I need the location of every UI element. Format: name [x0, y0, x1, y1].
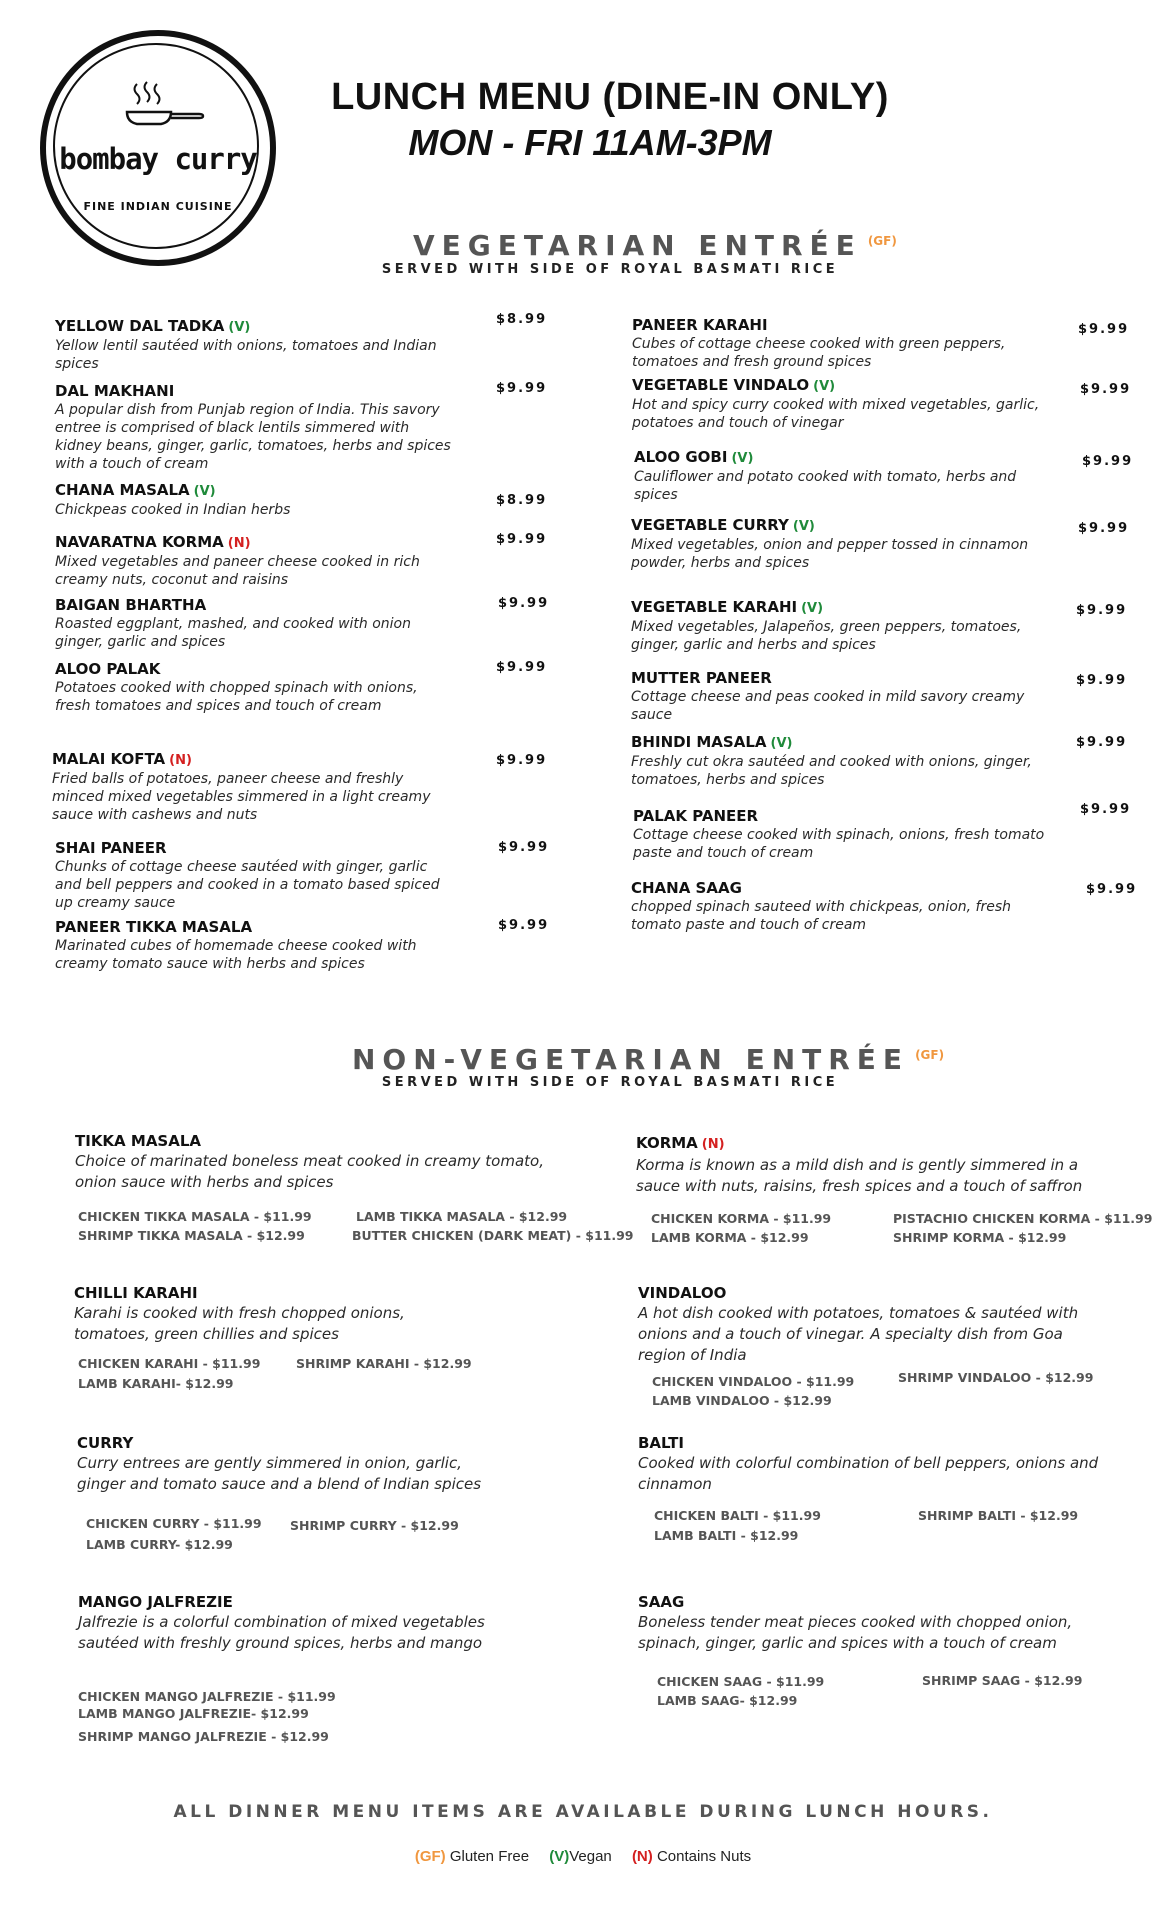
logo-name: bombay curry	[59, 142, 257, 176]
vegan-tag: (V)	[801, 601, 824, 616]
menu-item-name-text: VEGETABLE KARAHI	[631, 598, 798, 616]
entree-item	[638, 1592, 1108, 1654]
entree-item-name-text: VINDALOO	[638, 1284, 727, 1302]
legend-v-label: Vegan	[569, 1848, 612, 1865]
entree-option-price: SHRIMP MANGO JALFREZIE - $12.99	[78, 1729, 329, 1744]
vegan-tag: (V)	[813, 379, 836, 394]
menu-item-name	[55, 918, 455, 937]
menu-item-name	[55, 481, 455, 501]
nuts-tag: (N)	[169, 753, 192, 768]
menu-item-name-text: MALAI KOFTA	[52, 750, 166, 768]
entree-option-price: SHRIMP KARAHI - $12.99	[296, 1356, 472, 1371]
menu-item	[55, 382, 455, 473]
entree-option-price: SHRIMP BALTI - $12.99	[918, 1508, 1079, 1523]
menu-item-name-text: ALOO PALAK	[55, 660, 161, 678]
entree-item-description: Curry entrees are gently simmered in onion, garlic, ginger and tomato sauce and a blend of Indian spices	[77, 1454, 482, 1493]
entree-option-price: SHRIMP KORMA - $12.99	[893, 1230, 1067, 1245]
nuts-tag: (N)	[701, 1137, 725, 1152]
menu-item-price: $9.99	[498, 918, 550, 933]
legend-gluten-free	[415, 1848, 529, 1865]
menu-item-name	[633, 807, 1053, 826]
menu-item-name	[55, 660, 455, 679]
menu-item-price: $9.99	[1080, 382, 1132, 397]
entree-item	[77, 1433, 497, 1495]
menu-hours: MON - FRI 11AM-3PM	[408, 122, 772, 163]
entree-option-price: SHRIMP VINDALOO - $12.99	[898, 1370, 1094, 1385]
menu-item-price: $9.99	[496, 753, 548, 768]
menu-item-description: Cottage cheese cooked with spinach, onions, fresh tomato paste and touch of cream	[633, 827, 1045, 861]
menu-item-price: $9.99	[1078, 322, 1130, 337]
menu-item-name	[55, 382, 455, 401]
menu-item-name-text: CHANA MASALA	[55, 481, 190, 499]
menu-item	[632, 316, 1052, 371]
entree-option-price: CHICKEN TIKKA MASALA - $11.99	[78, 1209, 312, 1224]
menu-item	[633, 807, 1053, 862]
entree-option-price: LAMB MANGO JALFREZIE- $12.99	[78, 1706, 309, 1721]
menu-item	[55, 596, 455, 651]
menu-item	[631, 598, 1061, 654]
legend-n-label: Contains Nuts	[656, 1848, 752, 1865]
menu-item-price: $9.99	[1078, 521, 1130, 536]
menu-item-name-text: DAL MAKHANI	[55, 382, 175, 400]
menu-item-description: A popular dish from Punjab region of India. This savory entree is comprised of black lentils simmered with kidney beans, ginger, garlic, tomatoes, herbs and spices with a touch of cream	[55, 402, 451, 472]
entree-item-name-text: BALTI	[638, 1434, 684, 1452]
entree-option-price: LAMB SAAG- $12.99	[657, 1693, 798, 1708]
menu-item-description: Chickpeas cooked in Indian herbs	[55, 502, 291, 518]
menu-item-name-text: VEGETABLE CURRY	[631, 516, 789, 534]
menu-item-name	[55, 839, 455, 858]
veg-section-title-text: VEGETARIAN ENTRÉE	[413, 229, 862, 262]
nuts-tag: (N)	[227, 536, 251, 551]
menu-item-price: $9.99	[498, 840, 550, 855]
entree-item-name	[78, 1592, 508, 1612]
entree-option-price: CHICKEN MANGO JALFREZIE - $11.99	[78, 1689, 336, 1704]
entree-item-name-text: CHILLI KARAHI	[74, 1284, 198, 1302]
menu-item	[55, 839, 455, 912]
menu-item-name	[55, 533, 455, 553]
menu-item-name	[631, 516, 1051, 536]
menu-item-name-text: BHINDI MASALA	[631, 733, 767, 751]
menu-item	[55, 317, 455, 373]
entree-option-price: PISTACHIO CHICKEN KORMA - $11.99	[893, 1211, 1153, 1226]
menu-item-description: Mixed vegetables, onion and pepper tossed in cinnamon powder, herbs and spices	[631, 537, 1029, 571]
menu-item	[55, 918, 455, 973]
entree-item	[74, 1283, 474, 1345]
entree-item-name	[77, 1433, 497, 1453]
entree-option-price: LAMB VINDALOO - $12.99	[652, 1393, 832, 1408]
menu-item-price: $9.99	[496, 660, 548, 675]
entree-item-name-text: TIKKA MASALA	[75, 1132, 202, 1150]
nonveg-section-subtitle: SERVED WITH SIDE OF ROYAL BASMATI RICE	[381, 1075, 839, 1090]
entree-option-price: LAMB CURRY- $12.99	[86, 1537, 233, 1552]
menu-item	[55, 660, 455, 715]
vegan-tag: (V)	[193, 484, 216, 499]
entree-item-description: Boneless tender meat pieces cooked with chopped onion, spinach, ginger, garlic and spices with a touch of cream	[638, 1613, 1073, 1652]
entree-option-price: LAMB KARAHI- $12.99	[78, 1376, 234, 1391]
entree-option-price: LAMB BALTI - $12.99	[654, 1528, 799, 1543]
entree-option-price: CHICKEN VINDALOO - $11.99	[652, 1374, 855, 1389]
menu-item-price: $9.99	[496, 532, 548, 547]
menu-item-name-text: ALOO GOBI	[634, 448, 728, 466]
menu-item-name-text: BAIGAN BHARTHA	[55, 596, 207, 614]
nonveg-section-title	[352, 1043, 944, 1076]
entree-item-name	[74, 1283, 474, 1303]
menu-item-description: Yellow lentil sautéed with onions, tomatoes and Indian spices	[55, 338, 437, 372]
menu-item-name-text: SHAI PANEER	[55, 839, 167, 857]
menu-item-price: $9.99	[1080, 802, 1132, 817]
menu-item-name	[55, 317, 455, 337]
legend-v-code: (V)	[549, 1848, 570, 1865]
curry-pan-icon	[125, 80, 205, 140]
entree-item-description: Jalfrezie is a colorful combination of mixed vegetables sautéed with freshly ground spices, herbs and mango	[78, 1613, 485, 1652]
legend-contains-nuts	[632, 1848, 751, 1865]
vegan-tag: (V)	[770, 736, 793, 751]
entree-item-name	[638, 1283, 1108, 1303]
menu-item-name-text: PALAK PANEER	[633, 807, 759, 825]
menu-item-description: Potatoes cooked with chopped spinach with onions, fresh tomatoes and spices and touch of cream	[55, 680, 418, 714]
entree-item-description: Karahi is cooked with fresh chopped onions, tomatoes, green chillies and spices	[74, 1304, 405, 1343]
entree-option-price: CHICKEN KARAHI - $11.99	[78, 1356, 261, 1371]
veg-section-subtitle: SERVED WITH SIDE OF ROYAL BASMATI RICE	[381, 262, 839, 277]
entree-option-price: SHRIMP SAAG - $12.99	[922, 1673, 1083, 1688]
menu-item-description: Hot and spicy curry cooked with mixed vegetables, garlic, potatoes and touch of vinegar	[632, 397, 1040, 431]
veg-gf-tag: (GF)	[867, 233, 897, 248]
logo-tagline: FINE INDIAN CUISINE	[83, 200, 233, 213]
menu-item	[631, 669, 1051, 724]
legend-vegan	[549, 1848, 612, 1865]
menu-item-name	[631, 598, 1061, 618]
legend	[0, 1848, 1166, 1865]
menu-item-name	[631, 879, 1061, 898]
entree-option-price: LAMB TIKKA MASALA - $12.99	[356, 1209, 568, 1224]
menu-item-name	[631, 733, 1051, 753]
menu-item-name	[631, 669, 1051, 688]
menu-item-name-text: PANEER KARAHI	[632, 316, 768, 334]
menu-item-price: $9.99	[1076, 735, 1128, 750]
menu-item-description: Chunks of cottage cheese sautéed with ginger, garlic and bell peppers and cooked in a tomato based spiced up creamy sauce	[55, 859, 440, 911]
menu-item-name	[632, 376, 1052, 396]
menu-item-price: $9.99	[496, 381, 548, 396]
menu-item-name	[52, 750, 452, 770]
menu-item-price: $9.99	[498, 596, 550, 611]
menu-item-name	[55, 596, 455, 615]
menu-item-description: Marinated cubes of homemade cheese cooked with creamy tomato sauce with herbs and spices	[55, 938, 417, 972]
entree-item	[78, 1592, 508, 1654]
entree-option-price: LAMB KORMA - $12.99	[651, 1230, 809, 1245]
menu-item-name-text: YELLOW DAL TADKA	[55, 317, 225, 335]
entree-option-price: SHRIMP CURRY - $12.99	[290, 1518, 459, 1533]
entree-option-price: CHICKEN CURRY - $11.99	[86, 1516, 262, 1531]
menu-item-price: $9.99	[1086, 882, 1138, 897]
menu-item-description: Roasted eggplant, mashed, and cooked with onion ginger, garlic and spices	[55, 616, 411, 650]
entree-item-description: Cooked with colorful combination of bell peppers, onions and cinnamon	[638, 1454, 1099, 1493]
menu-title: LUNCH MENU (DINE-IN ONLY)	[331, 76, 889, 118]
menu-item	[55, 481, 455, 519]
menu-item-name-text: NAVARATNA KORMA	[55, 533, 224, 551]
menu-item	[634, 448, 1044, 504]
entree-item-name	[636, 1133, 1116, 1155]
menu-item	[631, 733, 1051, 789]
menu-item	[632, 376, 1052, 432]
entree-item-description: Korma is known as a mild dish and is gently simmered in a sauce with nuts, raisins, fresh spices and a touch of saffron	[636, 1156, 1083, 1195]
entree-item-name-text: CURRY	[77, 1434, 134, 1452]
menu-item-price: $8.99	[496, 493, 548, 508]
entree-item	[636, 1133, 1116, 1197]
entree-item-name	[75, 1131, 555, 1151]
nonveg-gf-tag: (GF)	[915, 1047, 945, 1062]
menu-item-description: Fried balls of potatoes, paneer cheese and freshly minced mixed vegetables simmered in a light creamy sauce with cashews and nuts	[52, 771, 431, 823]
menu-item	[631, 516, 1051, 572]
nonveg-section-title-text: NON-VEGETARIAN ENTRÉE	[352, 1043, 910, 1076]
menu-item-price: $9.99	[1076, 603, 1128, 618]
menu-item-description: Mixed vegetables, Jalapeños, green peppers, tomatoes, ginger, garlic and herbs and spices	[631, 619, 1022, 653]
vegan-tag: (V)	[792, 519, 815, 534]
entree-option-price: CHICKEN BALTI - $11.99	[654, 1508, 821, 1523]
menu-item	[52, 750, 452, 824]
entree-option-price: CHICKEN KORMA - $11.99	[651, 1211, 832, 1226]
vegan-tag: (V)	[228, 320, 251, 335]
entree-item-description: A hot dish cooked with potatoes, tomatoes & sautéed with onions and a touch of vinegar. A specialty dish from Goa region of India	[638, 1304, 1079, 1364]
entree-item-name-text: SAAG	[638, 1593, 685, 1611]
menu-item	[55, 533, 455, 589]
menu-item-price: $9.99	[1082, 454, 1134, 469]
menu-item-description: Cottage cheese and peas cooked in mild savory creamy sauce	[631, 689, 1025, 723]
vegan-tag: (V)	[731, 451, 754, 466]
entree-item-description: Choice of marinated boneless meat cooked in creamy tomato, onion sauce with herbs and spices	[75, 1152, 544, 1191]
legend-n-code: (N)	[631, 1848, 653, 1865]
menu-item-name-text: VEGETABLE VINDALO	[632, 376, 810, 394]
entree-option-price: BUTTER CHICKEN (DARK MEAT) - $11.99	[352, 1228, 634, 1243]
menu-item-name	[634, 448, 1044, 468]
menu-item-description: Freshly cut okra sautéed and cooked with onions, ginger, tomatoes, herbs and spices	[631, 754, 1032, 788]
entree-item-name-text: KORMA	[636, 1134, 698, 1152]
entree-item	[75, 1131, 555, 1193]
menu-item-description: Cubes of cottage cheese cooked with green peppers, tomatoes and fresh ground spices	[632, 336, 1006, 370]
entree-item	[638, 1433, 1128, 1495]
legend-gf-code: (GF)	[414, 1848, 446, 1865]
legend-gf-label: Gluten Free	[449, 1848, 530, 1865]
menu-item-name-text: CHANA SAAG	[631, 879, 742, 897]
menu-item-price: $9.99	[1076, 673, 1128, 688]
menu-item-name	[632, 316, 1052, 335]
entree-item	[638, 1283, 1108, 1366]
dinner-availability-note: ALL DINNER MENU ITEMS ARE AVAILABLE DURING LUNCH HOURS.	[173, 1802, 993, 1822]
entree-option-price: SHRIMP TIKKA MASALA - $12.99	[78, 1228, 305, 1243]
menu-item-description: Mixed vegetables and paneer cheese cooked in rich creamy nuts, coconut and raisins	[55, 554, 420, 588]
menu-item-description: Cauliflower and potato cooked with tomato, herbs and spices	[634, 469, 1017, 503]
entree-item-name	[638, 1592, 1108, 1612]
menu-item-price: $8.99	[496, 312, 548, 327]
menu-item-description: chopped spinach sauteed with chickpeas, onion, fresh tomato paste and touch of cream	[631, 899, 1012, 933]
entree-item-name	[638, 1433, 1128, 1453]
entree-option-price: CHICKEN SAAG - $11.99	[657, 1674, 825, 1689]
entree-item-name-text: MANGO JALFREZIE	[78, 1593, 233, 1611]
menu-item	[631, 879, 1061, 934]
veg-section-title	[413, 229, 897, 262]
menu-item-name-text: PANEER TIKKA MASALA	[55, 918, 253, 936]
menu-item-name-text: MUTTER PANEER	[631, 669, 772, 687]
restaurant-logo	[40, 30, 276, 266]
